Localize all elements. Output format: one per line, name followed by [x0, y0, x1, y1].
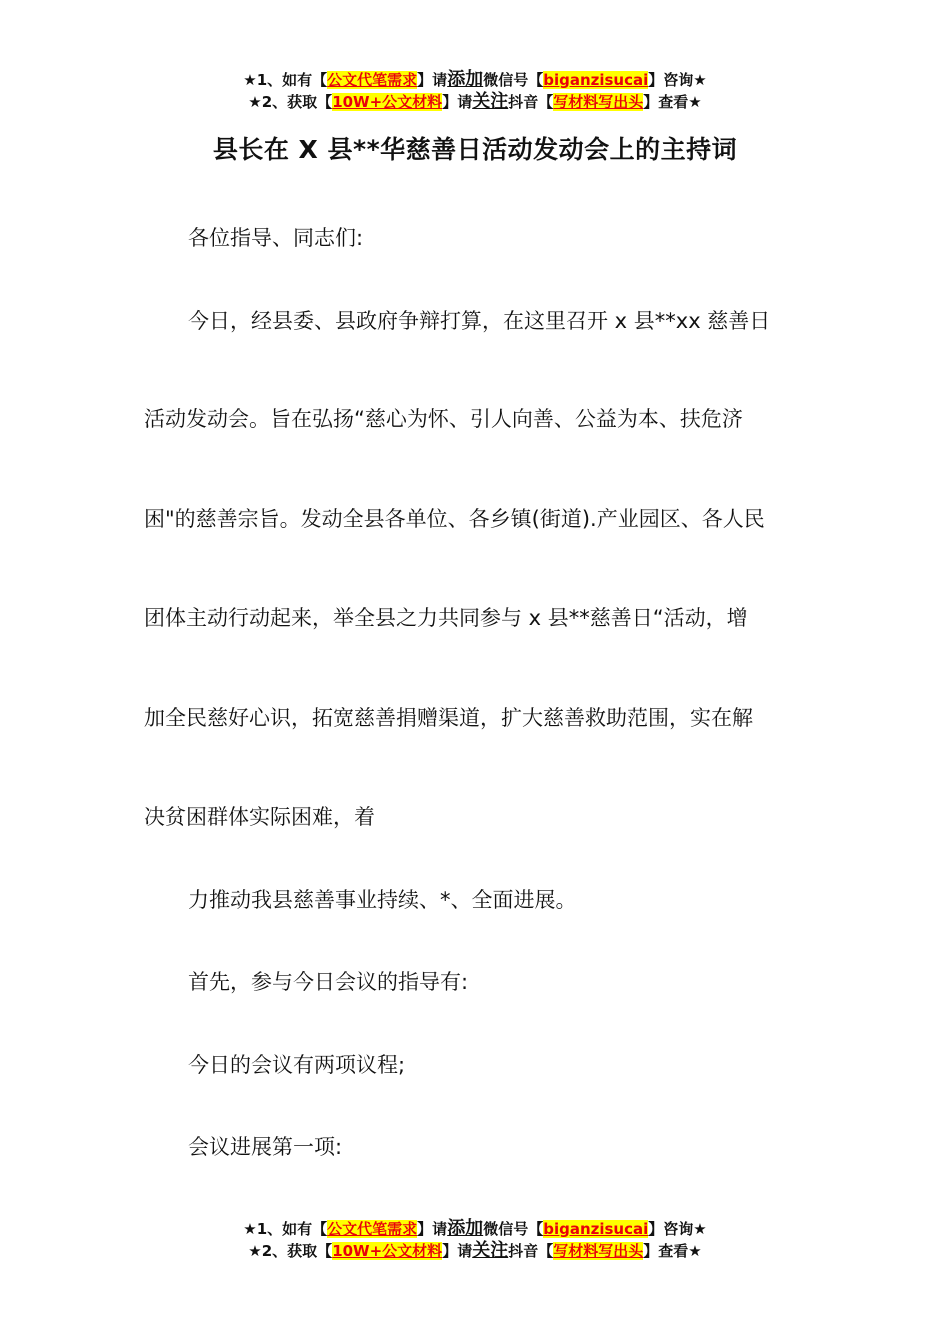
promo-line-2: [0, 1240, 950, 1262]
promo-line-1: [0, 1218, 950, 1240]
promo-highlight-service: 公文代笔需求: [327, 71, 418, 89]
promo-emphasis-follow: 关注: [472, 1240, 509, 1261]
paragraph-line: 团体主动行动起来，举全县之力共同参与 x 县**慈善日“活动，增: [144, 606, 748, 630]
promo-text: 】查看★: [643, 1242, 702, 1260]
promo-highlight-douyin: 写材料写出头: [553, 1242, 644, 1260]
promo-text: 】请: [442, 93, 473, 111]
document-title: 县长在 X 县**华慈善日活动发动会上的主持词: [212, 135, 738, 164]
promo-emphasis-follow: 关注: [472, 91, 509, 112]
promo-text: 微信号【: [483, 1220, 544, 1238]
paragraph-line: 今日，经县委、县政府争辩打算，在这里召开 x 县**xx 慈善日: [188, 309, 771, 333]
promo-text: 抖音【: [508, 93, 554, 111]
promo-line-2: [0, 91, 950, 113]
paragraph-line: 今日的会议有两项议程;: [188, 1053, 406, 1077]
promo-line-1: [0, 69, 950, 91]
paragraph-line: 困"的慈善宗旨。发动全县各单位、各乡镇(街道).产业园区、各人民: [144, 507, 765, 531]
paragraph-line: 力推动我县慈善事业持续、*、全面进展。: [188, 888, 577, 912]
promo-text: 抖音【: [508, 1242, 554, 1260]
promo-highlight-wechat-id: biganzisucai: [543, 71, 649, 89]
promo-text: ★1、如有【: [243, 71, 328, 89]
promo-highlight-materials: 10W+公文材料: [332, 93, 443, 111]
promo-emphasis-add: 添加: [447, 1218, 484, 1239]
promo-highlight-service: 公文代笔需求: [327, 1220, 418, 1238]
promo-text: 】咨询★: [648, 1220, 707, 1238]
promo-text: 微信号【: [483, 71, 544, 89]
promo-text: 】请: [417, 1220, 448, 1238]
promo-text: ★2、获取【: [248, 93, 333, 111]
promo-text: ★1、如有【: [243, 1220, 328, 1238]
paragraph-salutation: 各位指导、同志们:: [188, 226, 364, 250]
promo-text: 】请: [442, 1242, 473, 1260]
paragraph-line: 首先，参与今日会议的指导有:: [188, 970, 469, 994]
promo-footer-bottom: [0, 1218, 950, 1262]
paragraph-line: 活动发动会。旨在弘扬“慈心为怀、引人向善、公益为本、扶危济: [144, 407, 743, 431]
paragraph-line: 加全民慈好心识，拓宽慈善捐赠渠道，扩大慈善救助范围，实在解: [144, 706, 753, 730]
promo-emphasis-add: 添加: [447, 69, 484, 90]
promo-text: ★2、获取【: [248, 1242, 333, 1260]
promo-text: 】请: [417, 71, 448, 89]
promo-highlight-materials: 10W+公文材料: [332, 1242, 443, 1260]
promo-highlight-douyin: 写材料写出头: [553, 93, 644, 111]
promo-header-top: [0, 69, 950, 113]
paragraph-line: 会议进展第一项:: [188, 1135, 343, 1159]
promo-text: 】查看★: [643, 93, 702, 111]
paragraph-line: 决贫困群体实际困难，着: [144, 805, 375, 829]
promo-text: 】咨询★: [648, 71, 707, 89]
promo-highlight-wechat-id: biganzisucai: [543, 1220, 649, 1238]
